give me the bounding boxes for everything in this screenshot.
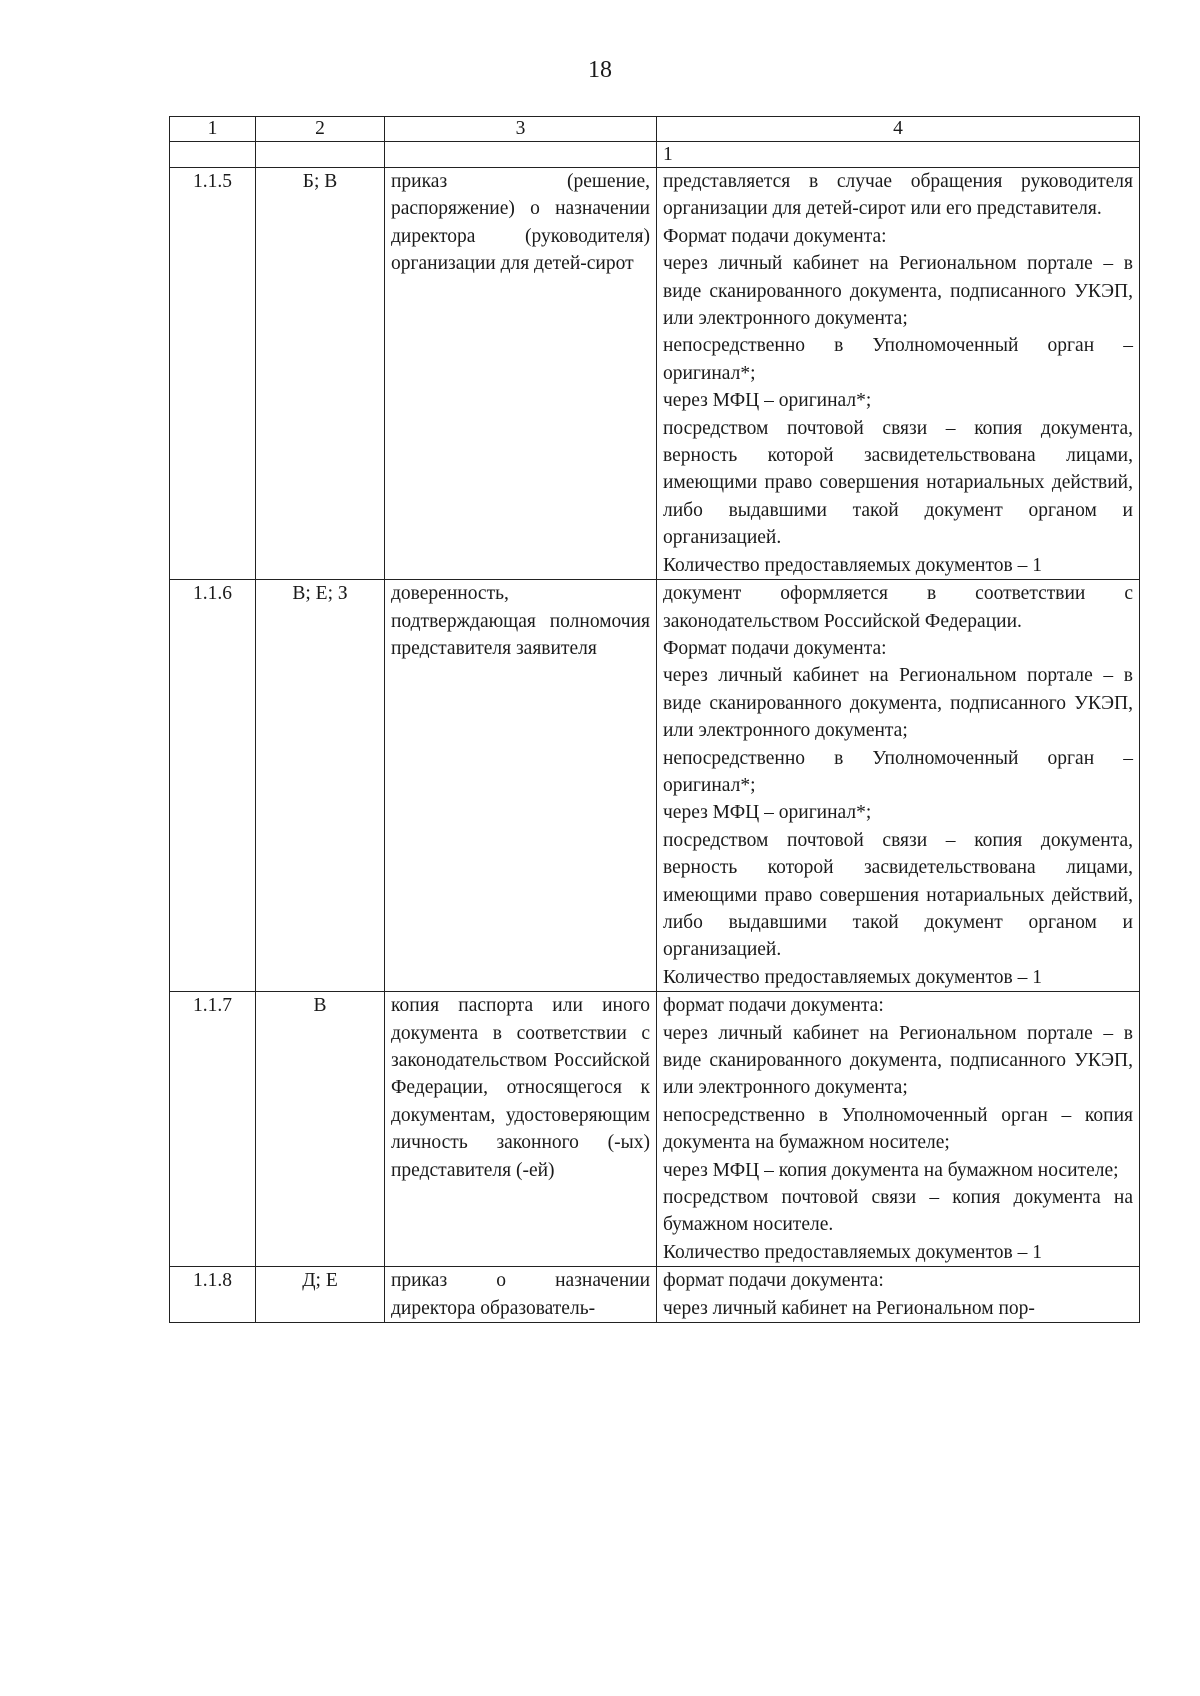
document-name: доверенность, подтверждающая полномочия представителя заявителя (385, 580, 657, 992)
document-name: копия паспорта или иного документа в соответствии с законодательством Российской Федерации, относящегося к документам, удостоверяющим личность законного (-ых) представителя (-ей) (385, 992, 657, 1267)
row-number: 1.1.5 (170, 168, 256, 580)
continuation-marker: 1 (657, 142, 1140, 168)
table-row (170, 1267, 1140, 1323)
info-line: через МФЦ – оригинал*; (663, 390, 872, 412)
info-line: Количество предоставляемых документов – 1 (663, 966, 1042, 988)
continuation-row (170, 142, 1140, 168)
info-line: через МФЦ – копия документа на бумажном носителе; (663, 1159, 1119, 1181)
column-header: 2 (256, 117, 385, 142)
info-line: непосредственно в Уполномоченный орган – оригинал*; (663, 335, 1133, 384)
table-row (170, 168, 1140, 580)
info-line: через личный кабинет на Региональном пор- (663, 1297, 1035, 1319)
table-row (170, 992, 1140, 1267)
column-header: 1 (170, 117, 256, 142)
row-number: 1.1.8 (170, 1267, 256, 1323)
info-line: через личный кабинет на Региональном портале – в виде сканированного документа, подписанного УКЭП, или электронного документа; (663, 253, 1133, 330)
info-line: представляется в случае обращения руководителя организации для детей-сирот или его представителя. (663, 171, 1133, 220)
info-line: через личный кабинет на Региональном портале – в виде сканированного документа, подписанного УКЭП, или электронного документа; (663, 1022, 1133, 1099)
documents-table (169, 116, 1140, 1323)
info-line: непосредственно в Уполномоченный орган – копия документа на бумажном носителе; (663, 1104, 1133, 1154)
document-name: приказ (решение, распоряжение) о назначении директора (руководителя) организации для детей-сирот (385, 168, 657, 580)
info-line: документ оформляется в соответствии с законодательством Российской Федерации. (663, 583, 1133, 632)
info-line: Формат подачи документа: (663, 225, 887, 247)
row-number: 1.1.6 (170, 580, 256, 992)
table-header-row (170, 117, 1140, 142)
info-line: Формат подачи документа: (663, 637, 887, 659)
info-line: через МФЦ – оригинал*; (663, 802, 872, 824)
page-number: 18 (588, 57, 612, 83)
document-name: приказ о назначении директора образователь- (385, 1267, 657, 1323)
column-header: 3 (385, 117, 657, 142)
info-line: посредством почтовой связи – копия документа, верность которой засвидетельствована лицами, имеющими право совершения нотариальных действий, либо выдавшими такой документ органом и организацией. (663, 417, 1133, 549)
info-line: Количество предоставляемых документов – 1 (663, 1241, 1042, 1263)
applicant-categories: В; Е; З (256, 580, 385, 992)
applicant-categories: Б; В (256, 168, 385, 580)
submission-info (657, 992, 1140, 1267)
info-line: посредством почтовой связи – копия документа на бумажном носителе. (663, 1187, 1133, 1236)
submission-info (657, 1267, 1140, 1323)
submission-info (657, 580, 1140, 992)
info-line: непосредственно в Уполномоченный орган – оригинал*; (663, 747, 1133, 796)
info-line: через личный кабинет на Региональном портале – в виде сканированного документа, подписанного УКЭП, или электронного документа; (663, 665, 1133, 742)
applicant-categories: В (256, 992, 385, 1267)
table-row (170, 580, 1140, 992)
applicant-categories: Д; Е (256, 1267, 385, 1323)
submission-info (657, 168, 1140, 580)
info-line: Количество предоставляемых документов – 1 (663, 554, 1042, 576)
info-line: формат подачи документа: (663, 1270, 884, 1292)
row-number: 1.1.7 (170, 992, 256, 1267)
column-header: 4 (657, 117, 1140, 142)
info-line: посредством почтовой связи – копия документа, верность которой засвидетельствована лицами, имеющими право совершения нотариальных действий, либо выдавшими такой документ органом и организацией. (663, 829, 1133, 961)
info-line: формат подачи документа: (663, 995, 884, 1017)
